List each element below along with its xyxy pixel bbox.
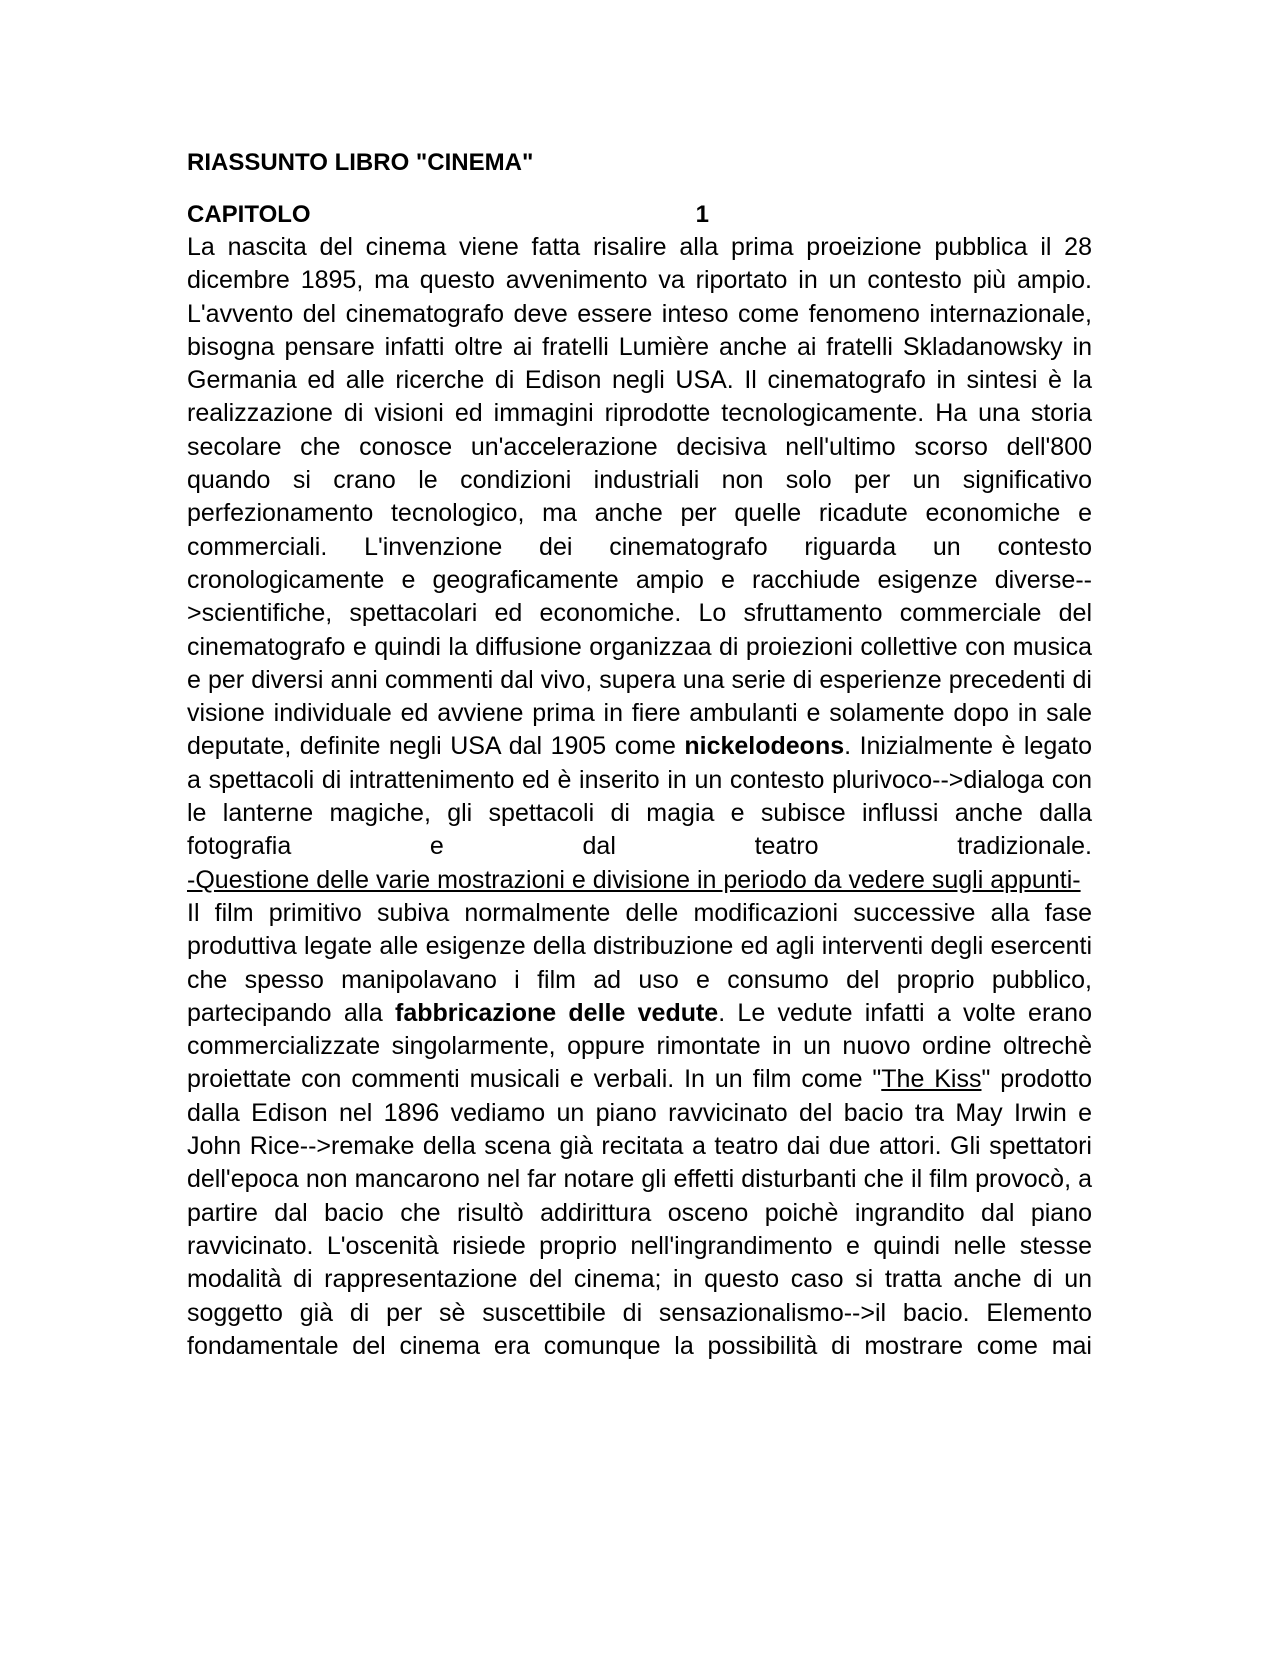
paragraph-1 [187, 231, 1092, 864]
term-nickelodeons: nickelodeons [684, 732, 845, 761]
paragraph-2-text-c: " prodotto dalla Edison nel 1896 vediamo un piano ravvicinato del bacio tra May Irwin e John Rice-->remake della scena già recitata a teatro dai due attori. Gli spettatori dell'epoca non mancarono nel far notare gli effetti disturbanti che il film provocò, a partire dal bacio che risultò addirittura osceno poichè ingrandito dal piano ravvicinato. L'oscenità risiede proprio nell'ingrandimento e quindi nelle stesse modalità di rappresentazione del cinema; in questo caso si tratta anche di un soggetto già di per sè suscettibile di sensazionalismo-->il bacio. Elemento fondamentale del cinema era comunque la possibilità di mostrare come mai [187, 1065, 1092, 1360]
chapter-heading [187, 198, 1092, 231]
document-title: RIASSUNTO LIBRO "CINEMA" [187, 149, 534, 176]
paragraph-1-text-a: La nascita del cinema viene fatta risalire alla prima proeizione pubblica il 28 dicembre 1895, ma questo avvenimento va riportato in un contesto più ampio. L'avvento del cinematografo deve essere inteso come fenomeno internazionale, bisogna pensare infatti oltre ai fratelli Lumière anche ai fratelli Skladanowsky in Germania ed alle ricerche di Edison negli USA. Il cinematografo in sintesi è la realizzazione di visioni ed immagini riprodotte tecnologicamente. Ha una storia secolare che conosce un'accelerazione decisiva nell'ultimo scorso dell'800 quando si crano le condizioni industriali non solo per un significativo perfezionamento tecnologico, ma anche per quelle ricadute economiche e commerciali. L'invenzione dei cinematografo riguarda un contesto cronologicamente e geograficamente ampio e racchiude esigenze diverse-->scientifiche, spettacolari ed economiche. Lo sfruttamento commerciale del cinematografo e quindi la diffusione organizzaa di proiezioni collettive con musica e per diversi anni commenti dal vivo, supera una serie di esperienze precedenti di visione individuale ed avviene prima in fiere ambulanti e solamente dopo in sale deputate, definite negli USA dal 1905 come [187, 233, 1092, 761]
note-appunti: -Questione delle varie mostrazioni e divisione in periodo da vedere sugli appunti- [187, 865, 1081, 894]
paragraph-2-text-a: Il film primitivo subiva normalmente delle modificazioni successive alla fase produttiva legate alle esigenze della distribuzione ed agli interventi degli esercenti che spesso manipolavano i film ad uso e consumo del proprio pubblico, partecipando alla [187, 898, 1092, 1027]
paragraph-2 [187, 897, 1092, 1363]
chapter-number: 1 [695, 201, 709, 228]
paragraph-1-text-b: . Inizialmente è legato a spettacoli di intrattenimento ed è inserito in un contesto plurivoco-->dialoga con le lanterne magiche, gli spettacoli di magia e subisce influssi anche dalla fotografia e dal teatro tradizionale. [187, 732, 1092, 861]
term-fabbricazione-delle-vedute: fabbricazione delle vedute [395, 998, 719, 1027]
link-the-kiss[interactable]: The Kiss [881, 1065, 982, 1094]
paragraph-2-text-b: . Le vedute infatti a volte erano commercializzate singolarmente, oppure rimontate in un nuovo ordine oltrechè proiettate con commenti musicali e verbali. In un film come " [187, 998, 1092, 1094]
document-body [187, 146, 1092, 1363]
chapter-label: CAPITOLO [187, 201, 311, 228]
